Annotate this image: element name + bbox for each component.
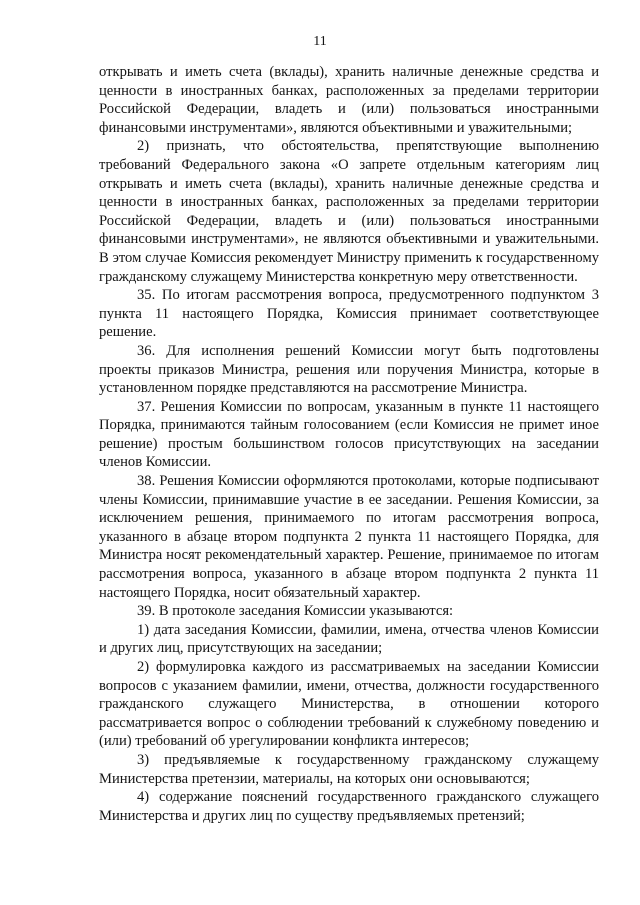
paragraph-item-2: 2) признать, что обстоятельства, препятствующие выполнению требований Федерального закона «О запрете отдельным категориям лиц открывать и иметь счета (вклады), хранить наличные денежные средства и ценности в иностранных банках, расположенных за пределами территории Российской Федерации, владеть и (или) пользоваться иностранными финансовыми инструментами», не являются объективными и уважительными. В этом случае Комиссия рекомендует Министру применить к государственному гражданскому служащему Министерства конкретную меру ответственности.: [99, 138, 599, 285]
paragraph-clause-36: 36. Для исполнения решений Комиссии могут быть подготовлены проекты приказов Министра, решения или поручения Министра, которые в установленном порядке представляются на рассмотрение Министра.: [99, 342, 599, 397]
paragraph-clause-37: 37. Решения Комиссии по вопросам, указанным в пункте 11 настоящего Порядка, принимаются тайным голосованием (если Комиссия не примет иное решение) простым большинством голосов присутствующих на заседании членов Комиссии.: [99, 398, 599, 471]
paragraph-item-4: 4) содержание пояснений государственного гражданского служащего Министерства и других лиц по существу предъявляемых претензий;: [99, 789, 599, 824]
paragraph-item-3: 3) предъявляемые к государственному гражданскому служащему Министерства претензии, материалы, на которых они основываются;: [99, 751, 599, 787]
document-body: [99, 63, 599, 825]
paragraph-clause-38: 38. Решения Комиссии оформляются протоколами, которые подписывают члены Комиссии, принимавшие участие в ее заседании. Решения Комиссии, за исключением решения, принимаемого по итогам рассмотрения вопроса, указанного в абзаце втором подпункта 2 пункта 11 настоящего Порядка, для Министра носят рекомендательный характер. Решение, принимаемое по итогам рассмотрения вопроса, указанного в абзаце втором подпункта 2 пункта 11 настоящего Порядка, носит обязательный характер.: [99, 473, 599, 601]
page-number: 11: [313, 34, 327, 49]
paragraph-clause-35: 35. По итогам рассмотрения вопроса, предусмотренного подпунктом 3 пункта 11 настоящего Порядка, Комиссия принимает соответствующее решение.: [99, 287, 599, 341]
paragraph-continuation: открывать и иметь счета (вклады), хранить наличные денежные средства и ценности в иностранных банках, расположенных за пределами территории Российской Федерации, владеть и (или) пользоваться иностранными финансовыми инструментами», являются объективными и уважительными;: [99, 64, 599, 136]
paragraph-item-1: 1) дата заседания Комиссии, фамилии, имена, отчества членов Комиссии и других лиц, присутствующих на заседании;: [99, 621, 599, 657]
paragraph-clause-39: 39. В протоколе заседания Комиссии указываются:: [137, 603, 454, 620]
paragraph-item-2b: 2) формулировка каждого из рассматриваемых на заседании Комиссии вопросов с указанием фамилии, имени, отчества, должности государственного гражданского служащего Министерства, в отношении которого рассматривается вопрос о соблюдении требований к служебному поведению и (или) требований об урегулировании конфликта интересов;: [99, 659, 599, 750]
